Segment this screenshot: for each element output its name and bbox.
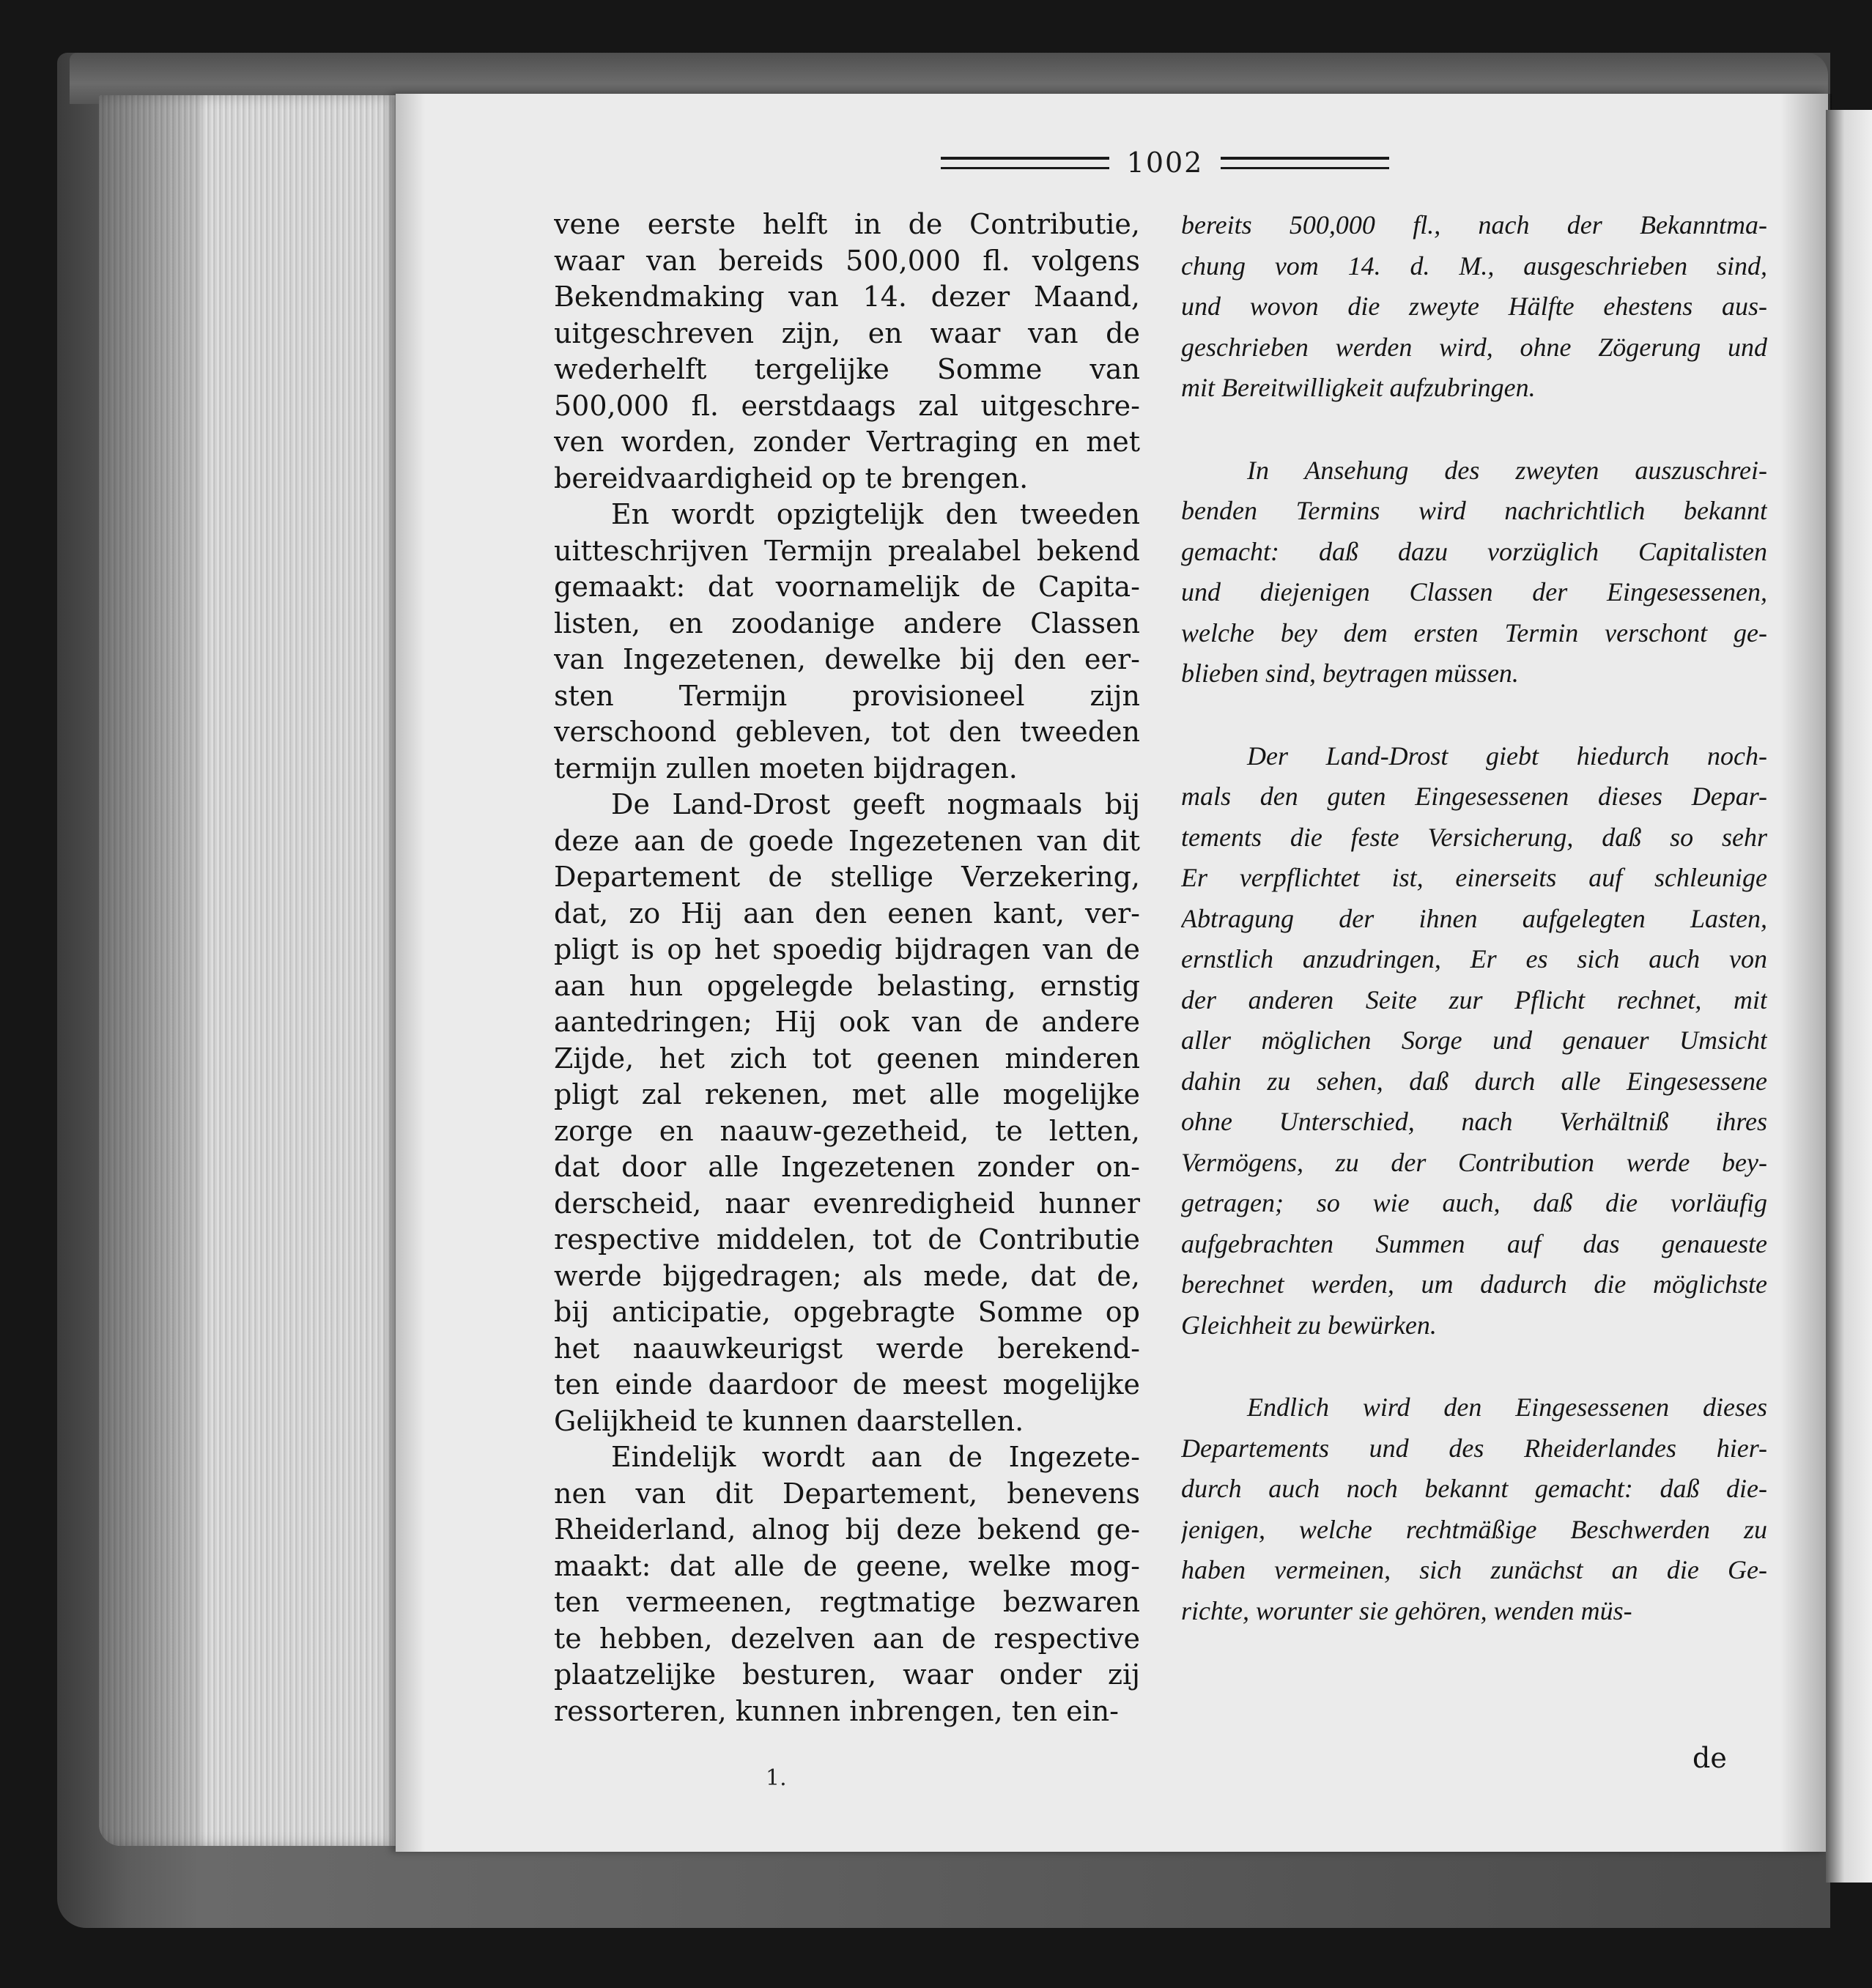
dutch-text-line: derscheid, naar evenredigheid hunner — [554, 1187, 1140, 1220]
german-text-line: Der Land-Drost giebt hiedurch noch- — [1247, 741, 1767, 771]
german-text-line: berechnet werden, um dadurch die möglichste — [1181, 1269, 1767, 1299]
german-text-line: ernstlich anzudringen, Er es sich auch von — [1181, 944, 1767, 973]
german-text-line: getragen; so wie auch, daß die vorläufig — [1181, 1188, 1767, 1217]
dutch-text-line: van Ingezetenen, dewelke bij den eer- — [554, 643, 1140, 675]
german-text-line: Abtragung der ihnen aufgelegten Lasten, — [1181, 903, 1767, 933]
dutch-text-line: verschoond gebleven, tot den tweeden — [554, 716, 1140, 748]
dutch-text-line: werde bijgedragen; als mede, dat de, — [554, 1259, 1140, 1292]
german-text-line: bereits 500,000 fl., nach der Bekanntma- — [1181, 210, 1767, 240]
dutch-text-line: Zijde, het zich tot geenen minderen — [554, 1042, 1140, 1075]
page-gutter-shadow — [1780, 94, 1832, 1852]
german-text-line: Gleichheit zu bewürken. — [1181, 1310, 1437, 1340]
german-text-line: geschrieben werden wird, ohne Zögerung und — [1181, 332, 1767, 362]
german-paragraph-gap — [1181, 1346, 1767, 1387]
dutch-text-line: termijn zullen moeten bijdragen. — [554, 752, 1018, 785]
dutch-text-line: het naauwkeurigst werde berekend- — [554, 1332, 1140, 1365]
dutch-paragraph — [554, 787, 1140, 1439]
german-text-line: Vermögens, zu der Contribution werde bey- — [1181, 1147, 1767, 1177]
dutch-text-line: De Land-Drost geeft nogmaals bij — [611, 788, 1140, 820]
german-text-line: In Ansehung des zweyten auszuschrei- — [1247, 455, 1767, 485]
dutch-text-line: pligt is op het spoedig bijdragen van de — [554, 933, 1140, 965]
dutch-text-line: Rheiderland, alnog bij deze bekend ge- — [554, 1513, 1140, 1546]
german-text-column — [1181, 205, 1767, 1631]
signature-mark: 1. — [766, 1765, 787, 1791]
dutch-text-line: gemaakt: dat voornamelijk de Capita- — [554, 571, 1140, 603]
german-text-line: chung vom 14. d. M., ausgeschrieben sind, — [1181, 251, 1767, 281]
dutch-text-line: uitgeschreven zijn, en waar van de — [554, 316, 1140, 349]
german-paragraph — [1181, 1387, 1767, 1631]
dutch-text-line: nen van dit Departement, benevens — [554, 1477, 1140, 1510]
dutch-text-line: Departement de stellige Verzekering, — [554, 861, 1140, 893]
german-text-line: welche bey dem ersten Termin verschont ge- — [1181, 617, 1767, 648]
dutch-text-line: listen, en zoodanige andere Classen — [554, 607, 1140, 639]
dutch-text-column — [554, 207, 1140, 1729]
dutch-text-line: sten Termijn provisioneel zijn — [554, 679, 1140, 712]
dutch-text-line: maakt: dat alle de geene, welke mog- — [554, 1549, 1140, 1582]
page-number: 1002 — [1126, 146, 1204, 179]
dutch-text-line: pligt zal rekenen, met alle mogelijke — [554, 1078, 1140, 1110]
german-text-line: Departements und des Rheiderlandes hier- — [1181, 1433, 1767, 1463]
dutch-text-line: En wordt opzigtelijk den tweeden — [611, 498, 1140, 530]
german-paragraph-gap — [1181, 694, 1767, 736]
german-text-line: mit Bereitwilligkeit aufzubringen. — [1181, 373, 1536, 402]
german-text-line: blieben sind, beytragen müssen. — [1181, 659, 1519, 688]
dutch-text-line: dat, zo Hij aan den eenen kant, ver- — [554, 897, 1140, 930]
catchword: de — [1692, 1742, 1727, 1774]
facing-page-edge — [1826, 110, 1872, 1883]
dutch-text-line: ressorteren, kunnen inbrengen, ten ein- — [554, 1694, 1120, 1727]
header-rule-right — [1221, 157, 1389, 169]
german-text-line: durch auch noch bekannt gemacht: daß die- — [1181, 1474, 1767, 1503]
dutch-text-line: Eindelijk wordt aan de Ingezete- — [611, 1441, 1140, 1473]
dutch-text-line: aantedringen; Hij ook van de andere — [554, 1006, 1140, 1038]
german-text-line: und wovon die zweyte Hälfte ehestens aus- — [1181, 292, 1767, 321]
dutch-text-line: dat door alle Ingezetenen zonder on- — [554, 1151, 1140, 1183]
german-text-line: Er verpflichtet ist, einerseits auf schleunige — [1181, 863, 1767, 892]
german-paragraph — [1181, 450, 1767, 694]
dutch-paragraph — [554, 497, 1140, 787]
dutch-paragraph — [554, 1439, 1140, 1729]
dutch-text-line: uitteschrijven Termijn prealabel bekend — [554, 534, 1140, 567]
german-text-line: der anderen Seite zur Pflicht rechnet, mit — [1181, 984, 1767, 1015]
german-text-line: haben vermeinen, sich zunächst an die Ge- — [1181, 1555, 1767, 1584]
dutch-text-line: bij anticipatie, opgebragte Somme op — [554, 1296, 1140, 1328]
german-text-line: richte, worunter sie gehören, wenden müs- — [1181, 1595, 1632, 1625]
dutch-text-line: te hebben, dezelven aan de respective — [554, 1622, 1140, 1655]
german-text-line: Endlich wird den Eingesessenen dieses — [1247, 1392, 1767, 1422]
german-paragraph — [1181, 736, 1767, 1346]
german-text-line: tements die feste Versicherung, daß so sehr — [1181, 822, 1767, 852]
page-stack-shadow — [99, 95, 201, 1846]
dutch-text-line: waar van bereids 500,000 fl. volgens — [554, 244, 1140, 277]
dutch-text-line: ven worden, zonder Vertraging en met — [554, 426, 1140, 458]
german-text-line: aller möglichen Sorge und genauer Umsicht — [1181, 1025, 1767, 1055]
dutch-text-line: Gelijkheid te kunnen daarstellen. — [554, 1404, 1024, 1437]
german-paragraph-gap — [1181, 409, 1767, 450]
dutch-text-line: ten einde daardoor de meest mogelijke — [554, 1368, 1140, 1401]
german-paragraph — [1181, 205, 1767, 409]
german-text-line: dahin zu sehen, daß durch alle Eingesessene — [1181, 1066, 1767, 1096]
german-text-line: ohne Unterschied, nach Verhältniß ihres — [1181, 1107, 1767, 1136]
dutch-paragraph — [554, 207, 1140, 497]
german-text-line: jenigen, welche rechtmäßige Beschwerden zu — [1181, 1514, 1767, 1544]
dutch-text-line: 500,000 fl. eerstdaags zal uitgeschre- — [554, 389, 1140, 422]
german-text-line: mals den guten Eingesessenen dieses Depar- — [1181, 782, 1767, 811]
german-text-line: und diejenigen Classen der Eingesessenen, — [1181, 577, 1767, 607]
dutch-text-line: aan hun opgelegde belasting, ernstig — [554, 969, 1140, 1002]
dutch-text-line: wederhelft tergelijke Somme van — [554, 353, 1140, 385]
dutch-text-line: vene eerste helft in de Contributie, — [554, 208, 1140, 240]
page-edge-shadow — [396, 94, 425, 1852]
german-text-line: benden Termins wird nachrichtlich bekannt — [1181, 496, 1767, 525]
dutch-text-line: deze aan de goede Ingezetenen van dit — [554, 824, 1140, 857]
dutch-text-line: zorge en naauw-gezetheid, te letten, — [554, 1114, 1140, 1147]
german-text-line: gemacht: daß dazu vorzüglich Capitalisten — [1181, 536, 1767, 566]
dutch-text-line: bereidvaardigheid op te brengen. — [554, 461, 1029, 494]
page-header — [931, 145, 1399, 180]
dutch-text-line: respective middelen, tot de Contributie — [554, 1223, 1140, 1256]
dutch-text-line: Bekendmaking van 14. dezer Maand, — [554, 281, 1140, 313]
german-text-line: aufgebrachten Summen auf das genaueste — [1181, 1228, 1767, 1258]
header-rule-left — [941, 157, 1109, 169]
dutch-text-line: ten vermeenen, regtmatige bezwaren — [554, 1586, 1140, 1618]
dutch-text-line: plaatzelijke besturen, waar onder zij — [554, 1658, 1140, 1691]
